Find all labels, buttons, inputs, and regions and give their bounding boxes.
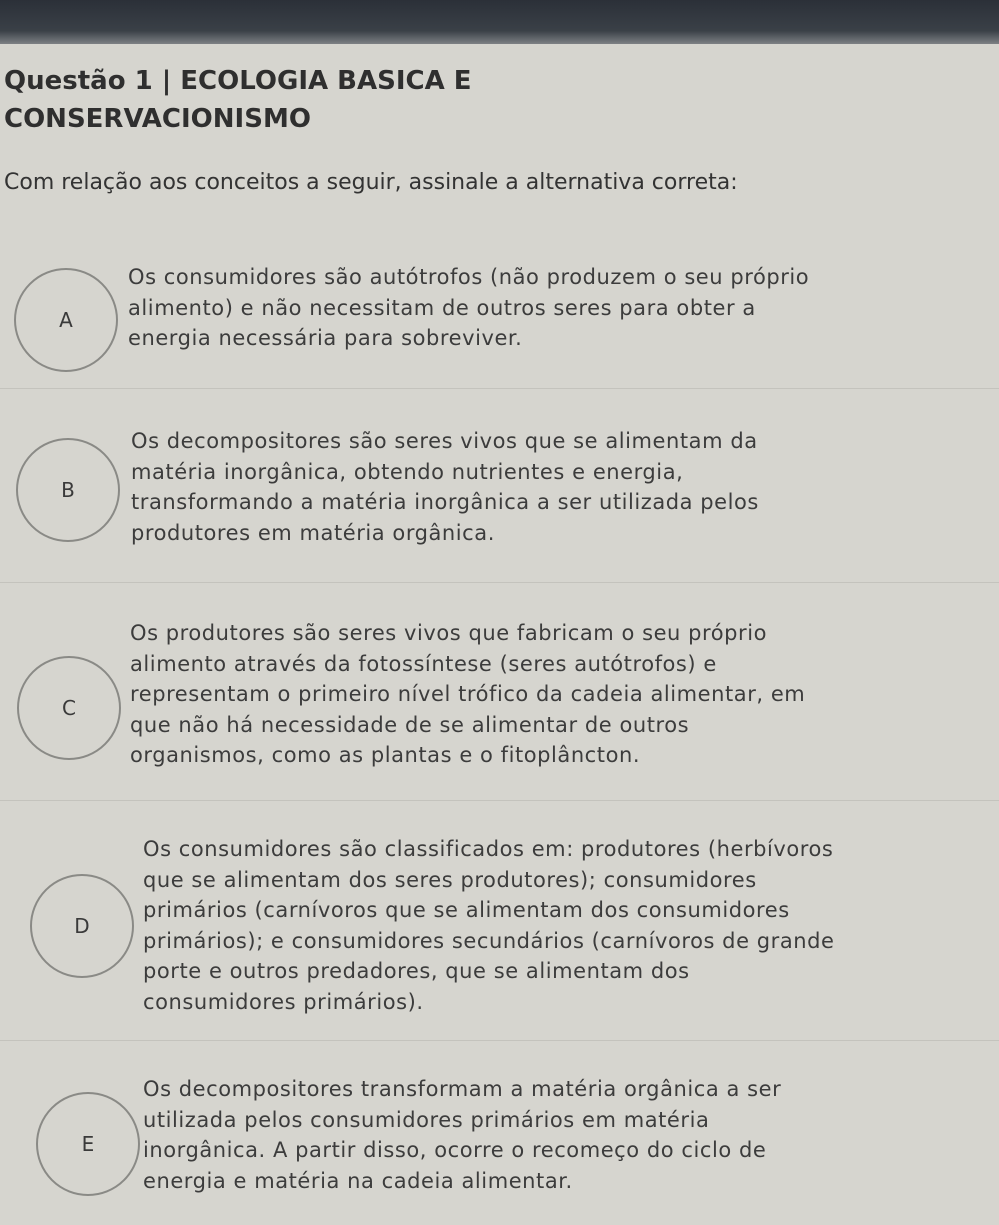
option-e-line: energia e matéria na cadeia alimentar.: [143, 1168, 573, 1193]
option-b-line: transformando a matéria inorgânica a ser utilizada pelos: [131, 490, 759, 514]
option-d-letter-circle[interactable]: D: [30, 874, 134, 978]
option-a-letter-circle[interactable]: A: [14, 268, 118, 372]
option-a-line: energia necessária para sobreviver.: [128, 326, 523, 350]
option-a-text: [128, 262, 809, 354]
option-b-text: [131, 426, 759, 548]
option-b-letter-circle[interactable]: B: [16, 438, 120, 542]
option-a-line: Os consumidores são autótrofos (não produzem o seu próprio: [128, 265, 810, 289]
option-c-line: representam o primeiro nível trófico da cadeia alimentar, em: [130, 682, 806, 706]
option-d-line: consumidores primários).: [143, 989, 424, 1014]
option-e-line: inorgânica. A partir disso, ocorre o recomeço do ciclo de: [143, 1138, 767, 1162]
option-d-line: primários); e consumidores secundários (carnívoros de grande: [143, 928, 835, 953]
option-e-line: Os decompositores transformam a matéria orgânica a ser: [143, 1077, 782, 1101]
option-divider: [0, 800, 999, 801]
option-divider: [0, 582, 999, 583]
option-d-line: primários (carnívoros que se alimentam dos consumidores: [143, 898, 790, 922]
option-divider: [0, 388, 999, 389]
option-e-text: [143, 1074, 781, 1196]
option-c-line: que não há necessidade de se alimentar de outros: [130, 712, 690, 737]
option-e-line: utilizada pelos consumidores primários em matéria: [143, 1107, 710, 1132]
option-d-line: Os consumidores são classificados em: produtores (herbívoros: [143, 837, 834, 861]
top-bar: [0, 0, 999, 44]
option-c-text: [130, 618, 805, 771]
option-b-line: matéria inorgânica, obtendo nutrientes e energia,: [131, 459, 684, 484]
option-d-line: que se alimentam dos seres produtores); consumidores: [143, 867, 757, 892]
option-b-line: produtores em matéria orgânica.: [131, 520, 495, 545]
option-a-line: alimento) e não necessitam de outros seres para obter a: [128, 295, 756, 320]
option-c-line: alimento através da fotossíntese (seres autótrofos) e: [130, 651, 717, 676]
question-title: Questão 1 | ECOLOGIA BASICA E CONSERVACIONISMO: [4, 66, 472, 134]
option-e-letter-circle[interactable]: E: [36, 1092, 140, 1196]
question-prompt: Com relação aos conceitos a seguir, assinale a alternativa correta:: [4, 170, 738, 195]
option-d-line: porte e outros predadores, que se alimentam dos: [143, 959, 690, 983]
option-c-line: organismos, como as plantas e o fitoplâncton.: [130, 743, 641, 767]
option-b-line: Os decompositores são seres vivos que se alimentam da: [131, 429, 758, 453]
option-divider: [0, 1040, 999, 1041]
option-c-letter-circle[interactable]: C: [17, 656, 121, 760]
option-c-line: Os produtores são seres vivos que fabricam o seu próprio: [130, 621, 767, 645]
option-d-text: [143, 834, 834, 1017]
